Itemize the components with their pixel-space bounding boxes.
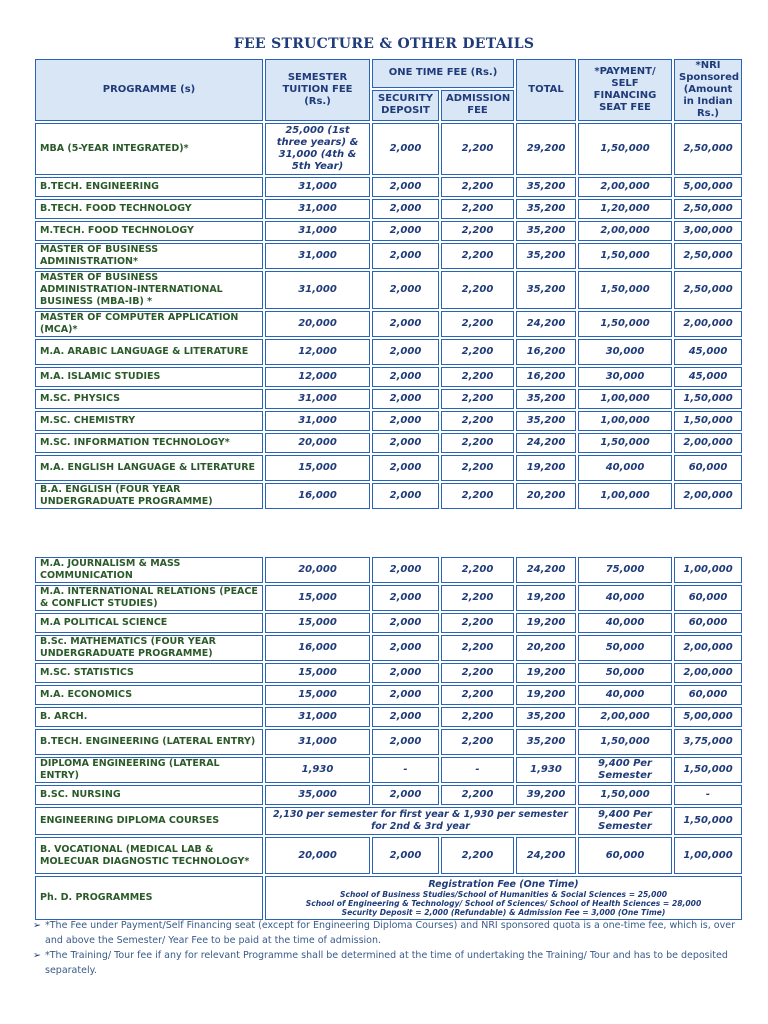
security-deposit-cell: 2,000 [372,663,439,683]
nri-cell: 1,00,000 [674,557,742,583]
security-deposit-cell: 2,000 [372,271,439,309]
security-deposit-cell: 2,000 [372,483,439,509]
programme-cell: M.SC. CHEMISTRY [35,411,263,431]
payment-cell: 2,00,000 [578,177,672,197]
nri-cell: 3,00,000 [674,221,742,241]
total-cell: 19,200 [516,685,576,705]
security-deposit-cell: 2,000 [372,411,439,431]
security-deposit-cell: 2,000 [372,339,439,365]
security-deposit-cell: 2,000 [372,685,439,705]
programme-cell: M.A. ARABIC LANGUAGE & LITERATURE [35,339,263,365]
admission-fee-cell: 2,200 [441,707,514,727]
payment-cell: 1,50,000 [578,311,672,337]
admission-fee-cell: 2,200 [441,785,514,805]
payment-cell: 1,00,000 [578,389,672,409]
payment-cell: 30,000 [578,339,672,365]
semester-fee-cell: 16,000 [265,483,370,509]
header-total: TOTAL [516,59,576,121]
programme-cell: M.A. ISLAMIC STUDIES [35,367,263,387]
payment-cell: 2,00,000 [578,707,672,727]
header-admission-fee: ADMISSION FEE [441,90,514,121]
admission-fee-cell: 2,200 [441,663,514,683]
admission-fee-cell: 2,200 [441,557,514,583]
header-semester-fee: SEMESTER TUITION FEE (Rs.) [265,59,370,121]
security-deposit-cell: 2,000 [372,455,439,481]
semester-fee-cell: 31,000 [265,411,370,431]
semester-fee-cell: 31,000 [265,221,370,241]
total-cell: 35,200 [516,243,576,269]
payment-cell: 1,50,000 [578,433,672,453]
nri-cell: 60,000 [674,455,742,481]
total-cell: 24,200 [516,837,576,874]
arrow-bullet-icon: ➢ [33,950,41,961]
table-row [35,785,742,805]
semester-fee-cell: 15,000 [265,685,370,705]
table-row [35,585,742,611]
admission-fee-cell: 2,200 [441,123,514,175]
payment-cell: 1,20,000 [578,199,672,219]
header-programme: PROGRAMME (s) [35,59,263,121]
fee-table-header [35,59,742,121]
payment-cell: 1,00,000 [578,483,672,509]
semester-fee-cell: 31,000 [265,243,370,269]
security-deposit-cell: 2,000 [372,837,439,874]
security-deposit-cell: 2,000 [372,123,439,175]
semester-fee-cell: 12,000 [265,367,370,387]
footnote-text: *The Training/ Tour fee if any for relevant Programme shall be determined at the time of undertaking the Training/ Tour and has to be deposited separately. [45,950,728,976]
total-cell: 24,200 [516,311,576,337]
payment-cell: 1,50,000 [578,123,672,175]
nri-cell: 1,50,000 [674,389,742,409]
nri-cell: 2,50,000 [674,243,742,269]
programme-cell: M.A. JOURNALISM & MASS COMMUNICATION [35,557,263,583]
nri-cell: 45,000 [674,339,742,365]
total-cell: 24,200 [516,557,576,583]
admission-fee-cell: 2,200 [441,199,514,219]
security-deposit-cell: 2,000 [372,177,439,197]
total-cell: 29,200 [516,123,576,175]
total-cell: 35,200 [516,221,576,241]
total-cell: 19,200 [516,585,576,611]
arrow-bullet-icon: ➢ [33,920,41,931]
semester-fee-cell: 31,000 [265,199,370,219]
total-cell: 20,200 [516,635,576,661]
nri-cell: 2,50,000 [674,271,742,309]
payment-cell: 1,50,000 [578,243,672,269]
semester-fee-cell: 31,000 [265,707,370,727]
programme-cell: B.Sc. MATHEMATICS (FOUR YEAR UNDERGRADUATE PROGRAMME) [35,635,263,661]
table-row [35,411,742,431]
semester-fee-cell: 31,000 [265,729,370,755]
footnote-2 [33,948,748,978]
admission-fee-cell: - [441,757,514,783]
nri-cell: 60,000 [674,585,742,611]
security-deposit-cell: 2,000 [372,199,439,219]
nri-cell: 1,50,000 [674,807,742,835]
payment-cell: 1,00,000 [578,411,672,431]
total-cell: 20,200 [516,483,576,509]
programme-cell: MASTER OF COMPUTER APPLICATION (MCA)* [35,311,263,337]
nri-cell: 2,00,000 [674,635,742,661]
semester-fee-cell: 20,000 [265,311,370,337]
admission-fee-cell: 2,200 [441,411,514,431]
semester-fee-cell: 12,000 [265,339,370,365]
payment-cell: 50,000 [578,635,672,661]
programme-cell: MASTER OF BUSINESS ADMINISTRATION-INTERNATIONAL BUSINESS (MBA-IB) * [35,271,263,309]
security-deposit-cell: 2,000 [372,433,439,453]
programme-cell: M.A. ENGLISH LANGUAGE & LITERATURE [35,455,263,481]
programme-cell: B.A. ENGLISH (FOUR YEAR UNDERGRADUATE PROGRAMME) [35,483,263,509]
registration-fee-line-2: School of Engineering & Technology/ School of Sciences/ School of Health Sciences = 28,000 [305,899,702,908]
payment-cell: 2,00,000 [578,221,672,241]
table-row [35,707,742,727]
nri-cell: 2,00,000 [674,433,742,453]
semester-fee-cell: 15,000 [265,613,370,633]
admission-fee-cell: 2,200 [441,483,514,509]
security-deposit-cell: 2,000 [372,613,439,633]
registration-fee-line-1: School of Business Studies/School of Humanities & Social Sciences = 25,000 [339,890,668,899]
security-deposit-cell: 2,000 [372,367,439,387]
total-cell: 35,200 [516,389,576,409]
security-deposit-cell: 2,000 [372,243,439,269]
payment-cell: 40,000 [578,685,672,705]
header-nri-sponsored: *NRI Sponsored (Amount in Indian Rs.) [674,59,742,121]
table-row-diploma-courses [35,807,742,835]
phd-registration-cell [265,876,742,920]
nri-cell: 1,50,000 [674,757,742,783]
admission-fee-cell: 2,200 [441,339,514,365]
admission-fee-cell: 2,200 [441,635,514,661]
admission-fee-cell: 2,200 [441,243,514,269]
nri-cell: 5,00,000 [674,177,742,197]
semester-fee-cell: 31,000 [265,271,370,309]
nri-cell: 60,000 [674,685,742,705]
security-deposit-cell: 2,000 [372,635,439,661]
admission-fee-cell: 2,200 [441,685,514,705]
fee-table-special-rows [35,807,742,920]
semester-fee-cell: 25,000 (1st three years) & 31,000 (4th & 5th Year) [265,123,370,175]
registration-fee-line-3: Security Deposit = 2,000 (Refundable) & Admission Fee = 3,000 (One Time) [341,908,666,917]
registration-fee-title: Registration Fee (One Time) [428,879,579,890]
nri-cell: 5,00,000 [674,707,742,727]
programme-cell: MBA (5-YEAR INTEGRATED)* [35,123,263,175]
programme-cell: M.A POLITICAL SCIENCE [35,613,263,633]
security-deposit-cell: 2,000 [372,707,439,727]
payment-cell: 9,400 Per Semester [578,807,672,835]
admission-fee-cell: 2,200 [441,837,514,874]
nri-cell: 45,000 [674,367,742,387]
semester-fee-cell: 20,000 [265,557,370,583]
admission-fee-cell: 2,200 [441,585,514,611]
table-row [35,433,742,453]
programme-cell: M.SC. PHYSICS [35,389,263,409]
security-deposit-cell: 2,000 [372,557,439,583]
table-row [35,367,742,387]
security-deposit-cell: 2,000 [372,221,439,241]
fee-table-part-2 [33,555,744,922]
footnotes [33,918,748,978]
programme-cell: M.A. ECONOMICS [35,685,263,705]
payment-cell: 40,000 [578,455,672,481]
semester-fee-cell: 15,000 [265,585,370,611]
table-row [35,123,742,175]
programme-cell: M.SC. STATISTICS [35,663,263,683]
total-cell: 24,200 [516,433,576,453]
payment-cell: 30,000 [578,367,672,387]
admission-fee-cell: 2,200 [441,177,514,197]
total-cell: 39,200 [516,785,576,805]
payment-cell: 40,000 [578,585,672,611]
header-payment-seat-fee: *PAYMENT/ SELF FINANCING SEAT FEE [578,59,672,121]
footnote-text: *The Fee under Payment/Self Financing seat (except for Engineering Diploma Courses) and NRI sponsored quota is a one-time fee, which is, over and above the Semester/ Year Fee to be paid at the time of admission. [45,920,735,946]
payment-cell: 60,000 [578,837,672,874]
semester-fee-cell: 20,000 [265,837,370,874]
nri-cell: 1,00,000 [674,837,742,874]
semester-fee-cell: 31,000 [265,389,370,409]
nri-cell: 60,000 [674,613,742,633]
semester-fee-cell: 20,000 [265,433,370,453]
semester-fee-cell: 31,000 [265,177,370,197]
total-cell: 19,200 [516,613,576,633]
payment-cell: 50,000 [578,663,672,683]
total-cell: 35,200 [516,411,576,431]
table-row [35,271,742,309]
admission-fee-cell: 2,200 [441,221,514,241]
security-deposit-cell: 2,000 [372,389,439,409]
admission-fee-cell: 2,200 [441,455,514,481]
table-row [35,199,742,219]
nri-cell: 1,50,000 [674,411,742,431]
programme-cell: B. VOCATIONAL (MEDICAL LAB & MOLECUAR DIAGNOSTIC TECHNOLOGY* [35,837,263,874]
table-row [35,757,742,783]
total-cell: 16,200 [516,367,576,387]
nri-cell: 2,50,000 [674,199,742,219]
total-cell: 35,200 [516,177,576,197]
page-title: FEE STRUCTURE & OTHER DETAILS [233,36,535,52]
table-row [35,613,742,633]
admission-fee-cell: 2,200 [441,389,514,409]
table-row [35,635,742,661]
programme-cell: MASTER OF BUSINESS ADMINISTRATION* [35,243,263,269]
total-cell: 35,200 [516,707,576,727]
programme-cell: M.TECH. FOOD TECHNOLOGY [35,221,263,241]
security-deposit-cell: 2,000 [372,311,439,337]
programme-cell: Ph. D. PROGRAMMES [35,876,263,920]
programme-cell: B.TECH. FOOD TECHNOLOGY [35,199,263,219]
table-row [35,177,742,197]
admission-fee-cell: 2,200 [441,729,514,755]
total-cell: 19,200 [516,455,576,481]
admission-fee-cell: 2,200 [441,367,514,387]
semester-fee-cell: 16,000 [265,635,370,661]
total-cell: 19,200 [516,663,576,683]
total-cell: 35,200 [516,271,576,309]
footnote-1 [33,918,748,948]
table-row [35,483,742,509]
payment-cell: 1,50,000 [578,271,672,309]
payment-cell: 75,000 [578,557,672,583]
table-row [35,221,742,241]
programme-cell: M.A. INTERNATIONAL RELATIONS (PEACE & CONFLICT STUDIES) [35,585,263,611]
header-one-time-fee: ONE TIME FEE (Rs.) [372,59,514,88]
admission-fee-cell: 2,200 [441,271,514,309]
semester-fee-cell: 15,000 [265,663,370,683]
security-deposit-cell: 2,000 [372,785,439,805]
payment-cell: 1,50,000 [578,729,672,755]
table-row [35,311,742,337]
total-cell: 1,930 [516,757,576,783]
nri-cell: - [674,785,742,805]
total-cell: 16,200 [516,339,576,365]
table-row-phd [35,876,742,920]
security-deposit-cell: 2,000 [372,585,439,611]
nri-cell: 3,75,000 [674,729,742,755]
table-row [35,389,742,409]
nri-cell: 2,00,000 [674,311,742,337]
admission-fee-cell: 2,200 [441,433,514,453]
nri-cell: 2,00,000 [674,663,742,683]
table-row [35,729,742,755]
table-row [35,663,742,683]
total-cell: 35,200 [516,199,576,219]
programme-cell: ENGINEERING DIPLOMA COURSES [35,807,263,835]
table-row [35,455,742,481]
programme-cell: M.SC. INFORMATION TECHNOLOGY* [35,433,263,453]
fee-table-body-2 [35,557,742,805]
admission-fee-cell: 2,200 [441,613,514,633]
programme-cell: B.TECH. ENGINEERING [35,177,263,197]
table-row [35,685,742,705]
fee-table-body-1 [35,123,742,509]
programme-cell: DIPLOMA ENGINEERING (LATERAL ENTRY) [35,757,263,783]
programme-cell: B.SC. NURSING [35,785,263,805]
table-row [35,557,742,583]
semester-fee-cell: 1,930 [265,757,370,783]
payment-cell: 1,50,000 [578,785,672,805]
programme-cell: B. ARCH. [35,707,263,727]
table-row [35,243,742,269]
nri-cell: 2,50,000 [674,123,742,175]
fee-table-part-1 [33,57,744,511]
security-deposit-cell: - [372,757,439,783]
header-security-deposit: SECURITY DEPOSIT [372,90,439,121]
admission-fee-cell: 2,200 [441,311,514,337]
payment-cell: 40,000 [578,613,672,633]
payment-cell: 9,400 Per Semester [578,757,672,783]
total-cell: 35,200 [516,729,576,755]
table-row [35,339,742,365]
nri-cell: 2,00,000 [674,483,742,509]
semester-fee-cell: 35,000 [265,785,370,805]
table-row-vocational [35,837,742,874]
programme-cell: B.TECH. ENGINEERING (LATERAL ENTRY) [35,729,263,755]
security-deposit-cell: 2,000 [372,729,439,755]
diploma-fee-cell: 2,130 per semester for first year & 1,930 per semester for 2nd & 3rd year [265,807,576,835]
semester-fee-cell: 15,000 [265,455,370,481]
